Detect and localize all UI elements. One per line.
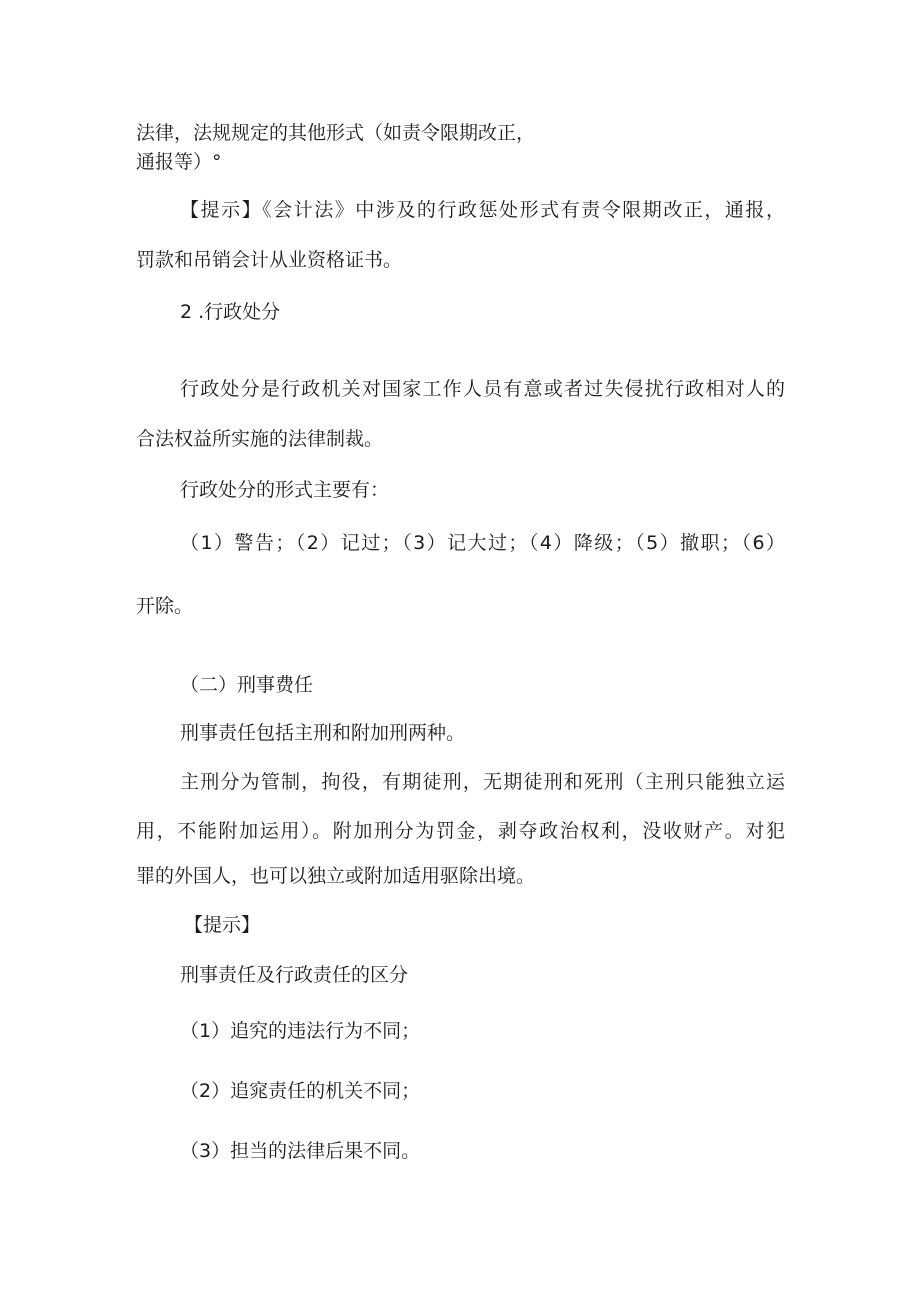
- paragraph-line: 行政处分是行政机关对国家工作人员有意或者过失侵扰行政相对人的: [180, 378, 785, 400]
- list-item: （1）追究的违法行为不同；: [180, 1020, 421, 1042]
- paragraph-line: 用，不能附加运用）。附加刑分为罚金，剥夺政治权利，没收财产。对犯: [136, 820, 785, 842]
- paragraph-line: 刑事责任包括主刑和附加刑两种。: [180, 722, 466, 744]
- list-item: （3）担当的法律后果不同。: [180, 1140, 421, 1162]
- section-heading: 2 .行政处分: [180, 301, 281, 323]
- list-line: （1）警告；（2）记过；（3）记大过；（4）降级；（5）撤职；（6）: [180, 532, 785, 554]
- section-heading: （二）刑事费任: [180, 674, 314, 696]
- list-line: 开除。: [136, 595, 194, 617]
- paragraph-line: 刑事责任及行政责任的区分: [180, 964, 409, 986]
- list-item: （2）追窕责任的机关不同；: [180, 1080, 421, 1102]
- paragraph-line: 行政处分的形式主要有：: [180, 479, 390, 501]
- text-line: 通报等）°: [136, 151, 222, 173]
- tip-paragraph-line: 【提示】《会计法》中涉及的行政惩处形式有责令限期改正，通报，: [180, 199, 785, 221]
- paragraph-line: 主刑分为管制，拘役，有期徒刑，无期徒刑和死刑（主刑只能独立运: [180, 771, 785, 793]
- paragraph-line: 合法权益所实施的法律制裁。: [136, 428, 384, 450]
- paragraph-line: 罪的外国人，也可以独立或附加适用驱除出境。: [136, 865, 536, 887]
- tip-heading: 【提示】: [184, 914, 261, 936]
- tip-paragraph-line: 罚款和吊销会计从业资格证书。: [136, 249, 403, 271]
- text-line: 法律，法规规定的其他形式（如责令限期改正，: [136, 122, 536, 144]
